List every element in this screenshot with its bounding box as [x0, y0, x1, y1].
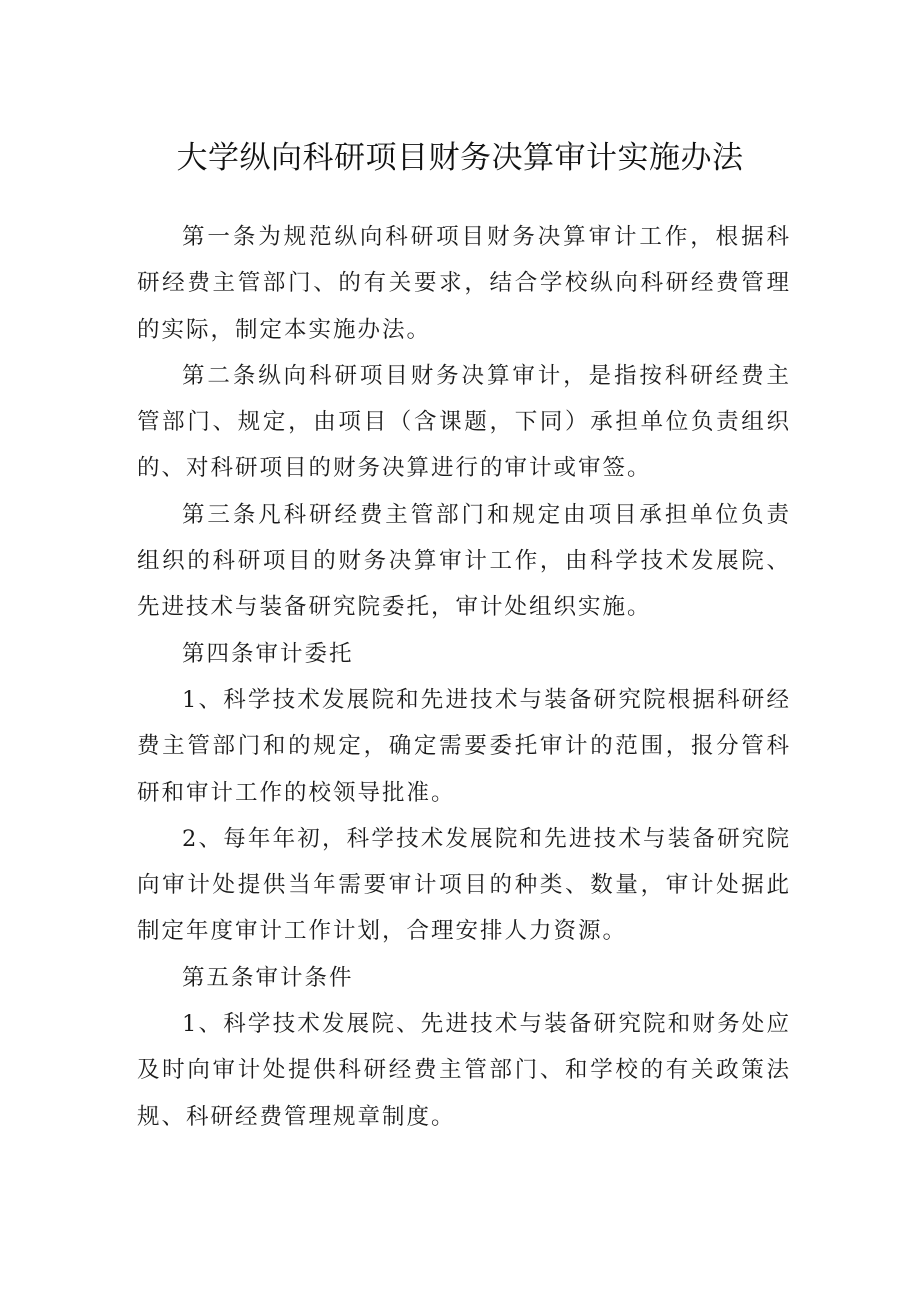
article-4-item-2: 2、每年年初，科学技术发展院和先进技术与装备研究院向审计处提供当年需要审计项目的种类、数量，审计处据此制定年度审计工作计划，合理安排人力资源。 [137, 825, 791, 945]
document-title: 大学纵向科研项目财务决算审计实施办法 [176, 140, 744, 176]
document-body [137, 214, 791, 1140]
article-4-item-1: 1、科学技术发展院和先进技术与装备研究院根据科研经费主管部门和的规定，确定需要委托审计的范围，报分管科研和审计工作的校领导批准。 [137, 686, 791, 806]
article-5-heading: 第五条审计条件 [182, 964, 354, 991]
article-4-heading: 第四条审计委托 [182, 640, 354, 667]
article-5-item-1: 1、科学技术发展院、先进技术与装备研究院和财务处应及时向审计处提供科研经费主管部门、和学校的有关政策法规、科研经费管理规章制度。 [137, 1011, 791, 1130]
article-3-paragraph: 第三条凡科研经费主管部门和规定由项目承担单位负责组织的科研项目的财务决算审计工作，由科学技术发展院、先进技术与装备研究院委托，审计处组织实施。 [137, 501, 791, 621]
article-2-paragraph: 第二条纵向科研项目财务决算审计，是指按科研经费主管部门、规定，由项目（含课题，下同）承担单位负责组织的、对科研项目的财务决算进行的审计或审签。 [137, 362, 791, 482]
article-1-paragraph: 第一条为规范纵向科研项目财务决算审计工作，根据科研经费主管部门、的有关要求，结合学校纵向科研经费管理的实际，制定本实施办法。 [137, 224, 791, 343]
